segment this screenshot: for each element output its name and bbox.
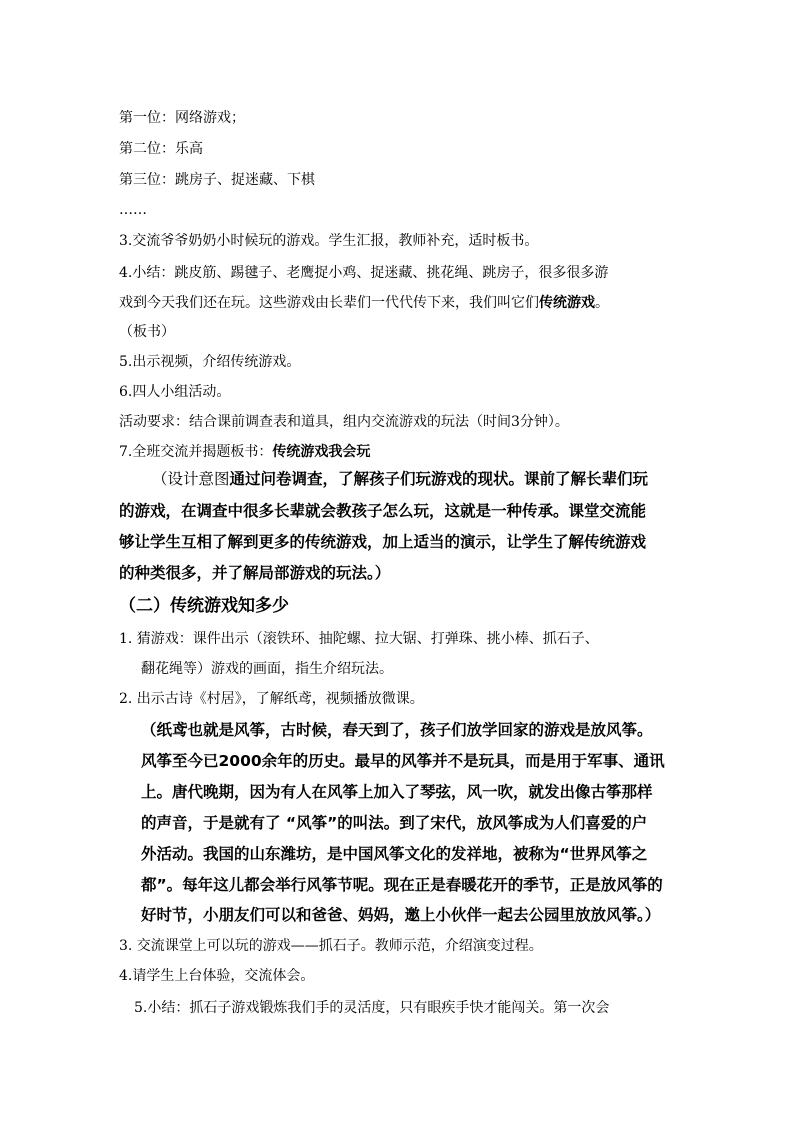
activity-requirement-line: 活动要求：结合课前调查表和道具，组内交流游戏的玩法（时间3分钟）。	[119, 414, 569, 430]
design-intent-line-1: （设计意图通过问卷调查，了解孩子们玩游戏的现状。课前了解长辈们玩	[152, 470, 649, 488]
item-5-line: 5.小结：抓石子游戏锻炼我们手的灵活度，只有眼疾手快才能闯关。第一次会	[134, 1000, 610, 1016]
kite-note-line-5: 外活动。我国的山东潍坊，是中国风筝文化的发祥地，被称为“世界风筝之	[141, 845, 648, 863]
step-4-line-2: 戏到今天我们还在玩。这些游戏由长辈们一代代传下来，我们叫它们传统游戏。	[119, 295, 609, 311]
kite-note-line-4: 的声音，于是就有了 “风筝”的叫法。到了宋代，放风筝成为人们喜爱的户	[141, 814, 648, 832]
kite-note-line-6: 都”。每年这儿都会举行风筝节呢。现在正是春暖花开的季节，正是放风筝的	[141, 876, 663, 894]
step-4-line: 4.小结：跳皮筋、踢毽子、老鹰捉小鸡、捉迷藏、挑花绳、跳房子，很多很多游	[119, 265, 609, 281]
rank-line-2: 第二位：乐高	[119, 141, 203, 157]
design-intent-line-2: 的游戏，在调查中很多长辈就会教孩子怎么玩，这就是一种传承。课堂交流能	[119, 502, 647, 520]
item-2-line: 2. 出示古诗《村居》，了解纸鸢，视频播放微课。	[119, 691, 424, 707]
design-intent-line-4: 的种类很多，并了解局部游戏的玩法。）	[119, 564, 391, 582]
item-4-line: 4.请学生上台体验，交流体会。	[119, 968, 315, 984]
item-3-line: 3. 交流课堂上可以玩的游戏——抓石子。教师示范，介绍演变过程。	[119, 938, 543, 954]
rank-line-3: 第三位：跳房子、捉迷藏、下棋	[119, 172, 315, 188]
design-intent-line-3: 够让学生互相了解到更多的传统游戏，加上适当的演示，让学生了解传统游戏	[119, 533, 647, 551]
ellipsis-line: ……	[119, 202, 147, 218]
step-6-line: 6.四人小组活动。	[119, 384, 231, 400]
kite-note-line-7: 好时节，小朋友们可以和爸爸、妈妈，邀上小伙伴一起去公园里放放风筝。）	[141, 906, 661, 924]
step-7-line: 7.全班交流并揭题板书：传统游戏我会玩	[119, 444, 371, 460]
kite-note-line-3: 上。唐代晚期，因为有人在风筝上加入了琴弦，风一吹，就发出像古筝那样	[141, 783, 653, 801]
step-3-line: 3.交流爷爷奶奶小时候玩的游戏。学生汇报，教师补充，适时板书。	[119, 233, 539, 249]
section-heading: （二）传统游戏知多少	[119, 596, 289, 616]
step-5-line: 5.出示视频，介绍传统游戏。	[119, 354, 301, 370]
rank-line-1: 第一位：网络游戏；	[119, 110, 245, 126]
item-1-line-2: 翻花绳等）游戏的画面，指生介绍玩法。	[141, 661, 393, 677]
kite-note-line-2: 风筝至今已2000余年的历史。最早的风筝并不是玩具，而是用于军事、通讯	[141, 752, 665, 770]
board-note-line: （板书）	[119, 324, 175, 340]
kite-note-line-1: （纸鸢也就是风筝，古时候，春天到了，孩子们放学回家的游戏是放风筝。	[141, 721, 653, 739]
item-1-line: 1. 猜游戏：课件出示（滚铁环、抽陀螺、拉大锯、打弹珠、挑小棒、抓石子、	[119, 631, 599, 647]
